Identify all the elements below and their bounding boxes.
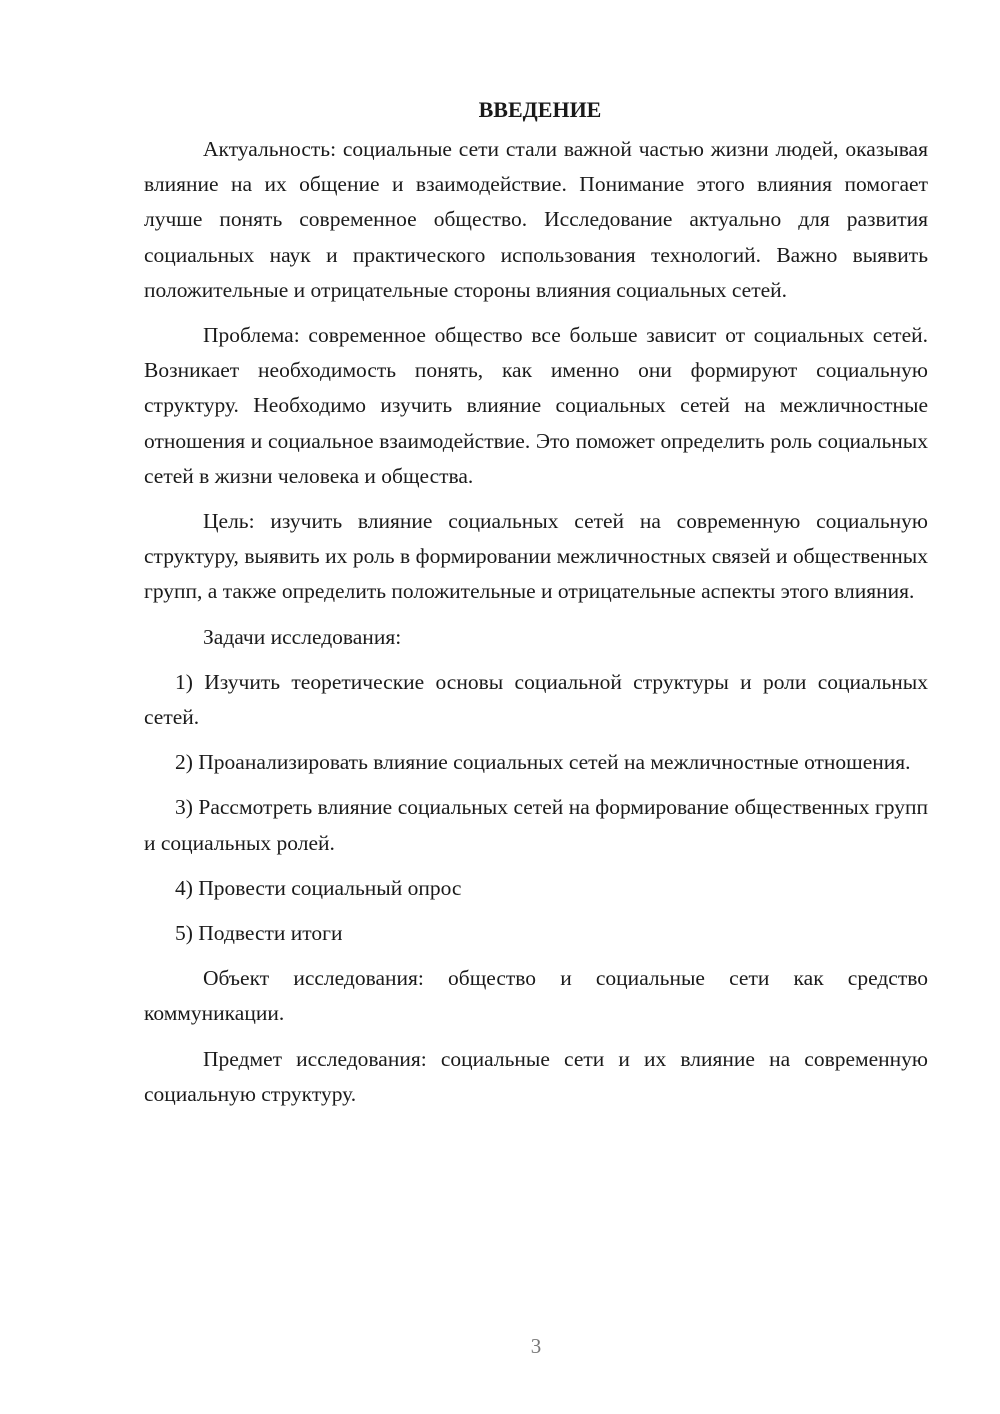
paragraph-object: Объект исследования: общество и социальные сети как средство коммуникации. xyxy=(144,966,928,1026)
tasks-heading: Задачи исследования: xyxy=(203,624,402,649)
paragraph-subject: Предмет исследования: социальные сети и их влияние на современную социальную структуру. xyxy=(144,1046,928,1106)
paragraph-goal: Цель: изучить влияние социальных сетей на современную социальную структуру, выявить их роль в формировании межличностных связей и общественных групп, а также определить положительные и отрицательные аспекты этого влияния. xyxy=(144,509,928,604)
page-number: 3 xyxy=(530,1334,542,1358)
document-page xyxy=(144,92,928,1112)
list-item: 4) Провести социальный опрос xyxy=(175,875,462,900)
list-item: 5) Подвести итоги xyxy=(175,921,343,946)
list-item: 1) Изучить теоретические основы социальной структуры и роли социальных сетей. xyxy=(144,669,928,730)
list-item: 3) Рассмотреть влияние социальных сетей на формирование общественных групп и социальных ролей. xyxy=(144,795,928,855)
paragraph-relevance: Актуальность: социальные сети стали важной частью жизни людей, оказывая влияние на их общение и взаимодействие. Понимание этого влияния помогает лучше понять современное общество. Исследование актуально для развития социальных наук и практического использования технологий. Важно выявить положительные и отрицательные стороны влияния социальных сетей. xyxy=(144,137,928,302)
paragraph-problem: Проблема: современное общество все больше зависит от социальных сетей. Возникает необходимость понять, как именно они формируют социальную структуру. Необходимо изучить влияние социальных сетей на межличностные отношения и социальное взаимодействие. Это поможет определить роль социальных сетей в жизни человека и общества. xyxy=(144,323,928,488)
tasks-list xyxy=(144,665,928,951)
list-item: 2) Проанализировать влияние социальных сетей на межличностные отношения. xyxy=(175,750,911,775)
page-title: ВВЕДЕНИЕ xyxy=(478,97,602,122)
